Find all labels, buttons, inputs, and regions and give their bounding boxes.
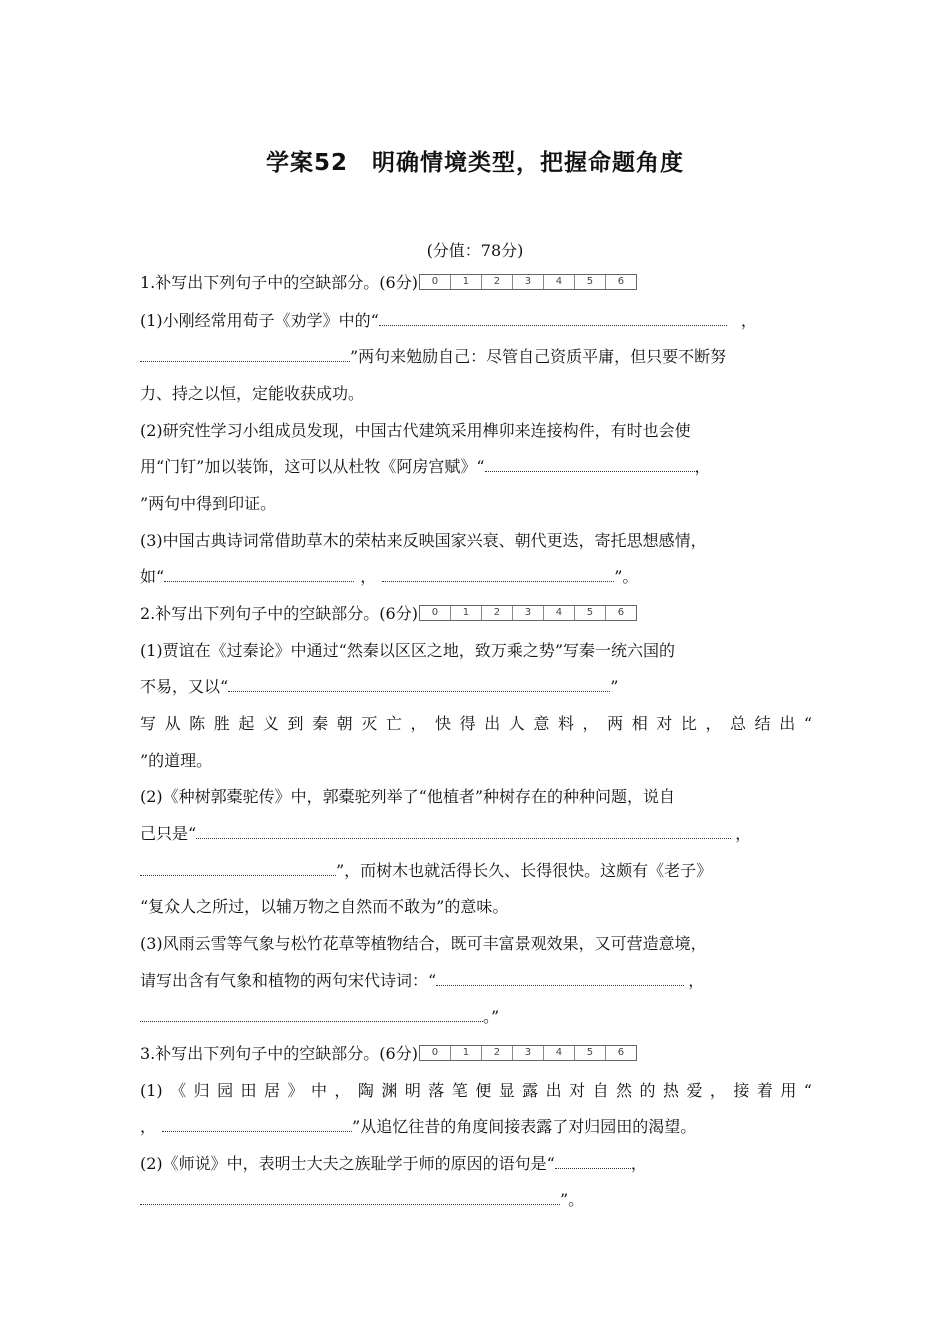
- question-3-text: 3.补写出下列句子中的空缺部分。(6分): [140, 1044, 418, 1063]
- q2-item-1-end: ”的道理。: [140, 751, 213, 770]
- q1-item-3: (3)中国古典诗词常借助草木的荣枯来反映国家兴衰、朝代更迭，寄托思想感情，: [140, 531, 707, 550]
- answer-blank[interactable]: [162, 1116, 352, 1132]
- score-box[interactable]: 0 1 2 3 4 5 6: [419, 1045, 637, 1061]
- q1-item-1: (1)小刚经常用荀子《劝学》中的“ ，: [140, 311, 757, 330]
- answer-blank[interactable]: [436, 970, 684, 986]
- q3-item-2-cont: ”。: [140, 1189, 584, 1211]
- page-title: 学案52 明确情境类型，把握命题角度: [265, 150, 684, 176]
- answer-blank[interactable]: [555, 1153, 631, 1169]
- q2-item-2-end: “复众人之所过，以辅万物之自然而不敢为”的意味。: [140, 897, 509, 916]
- q1-item-2: (2)研究性学习小组成员发现，中国古代建筑采用榫卯来连接构件，有时也会使: [140, 421, 691, 440]
- answer-blank[interactable]: [164, 566, 354, 582]
- q3-item-1-cont: ， ”从追忆往昔的角度间接表露了对归园田的渴望。: [140, 1117, 697, 1136]
- q2-item-1-more: 写从陈胜起义到秦朝灭亡，快得出人意料，两相对比，总结出“: [140, 714, 812, 733]
- answer-blank[interactable]: [140, 1006, 483, 1022]
- q1-item-1-cont: ”两句来勉励自己：尽管自己资质平庸，但只要不断努: [140, 346, 726, 368]
- answer-blank[interactable]: [140, 1189, 560, 1205]
- answer-blank[interactable]: [196, 823, 731, 839]
- q2-item-2: (2)《种树郭橐驼传》中，郭橐驼列举了“他植者”种树存在的种种问题，说自: [140, 787, 676, 806]
- q1-item-3-cont: 如“ ， ”。: [140, 567, 639, 586]
- question-1-heading: [140, 272, 637, 294]
- answer-blank[interactable]: [228, 676, 610, 692]
- question-3-heading: [140, 1043, 637, 1065]
- q2-item-1: (1)贾谊在《过秦论》中通过“然秦以区区之地，致万乘之势”写秦一统六国的: [140, 641, 676, 660]
- q1-item-2-end: ”两句中得到印证。: [140, 494, 277, 513]
- q2-item-3-cont: 请写出含有气象和植物的两句宋代诗词：“ ，: [140, 971, 705, 990]
- question-2-heading: [140, 603, 637, 625]
- question-1-text: 1.补写出下列句子中的空缺部分。(6分): [140, 273, 418, 292]
- q2-item-1-cont: 不易，又以“ ”: [140, 677, 619, 696]
- answer-blank[interactable]: [140, 860, 336, 876]
- q3-item-1: (1)《归园田居》中，陶渊明落笔便显露出对自然的热爱，接着用“: [140, 1081, 812, 1100]
- answer-blank[interactable]: [382, 566, 614, 582]
- score-box[interactable]: 0 1 2 3 4 5 6: [419, 274, 637, 290]
- q2-item-3: (3)风雨云雪等气象与松竹花草等植物结合，既可丰富景观效果，又可营造意境，: [140, 934, 707, 953]
- answer-blank[interactable]: [485, 456, 695, 472]
- q2-item-2-more: ”，而树木也就活得长久、长得很快。这颇有《老子》: [140, 860, 712, 882]
- answer-blank[interactable]: [140, 346, 350, 362]
- question-2-text: 2.补写出下列句子中的空缺部分。(6分): [140, 604, 418, 623]
- q2-item-3-end: 。”: [140, 1006, 499, 1028]
- answer-blank[interactable]: [379, 310, 727, 326]
- total-score: (分值：78分): [426, 241, 524, 260]
- q1-item-2-cont: 用“门钉”加以装饰，这可以从杜牧《阿房宫赋》“ ，: [140, 457, 711, 476]
- q2-item-2-cont: 己只是“ ，: [140, 824, 752, 843]
- score-box[interactable]: 0 1 2 3 4 5 6: [419, 605, 637, 621]
- q3-item-2: (2)《师说》中，表明士大夫之族耻学于师的原因的语句是“ ，: [140, 1154, 647, 1173]
- q1-item-1-end: 力、持之以恒，定能收获成功。: [140, 384, 365, 403]
